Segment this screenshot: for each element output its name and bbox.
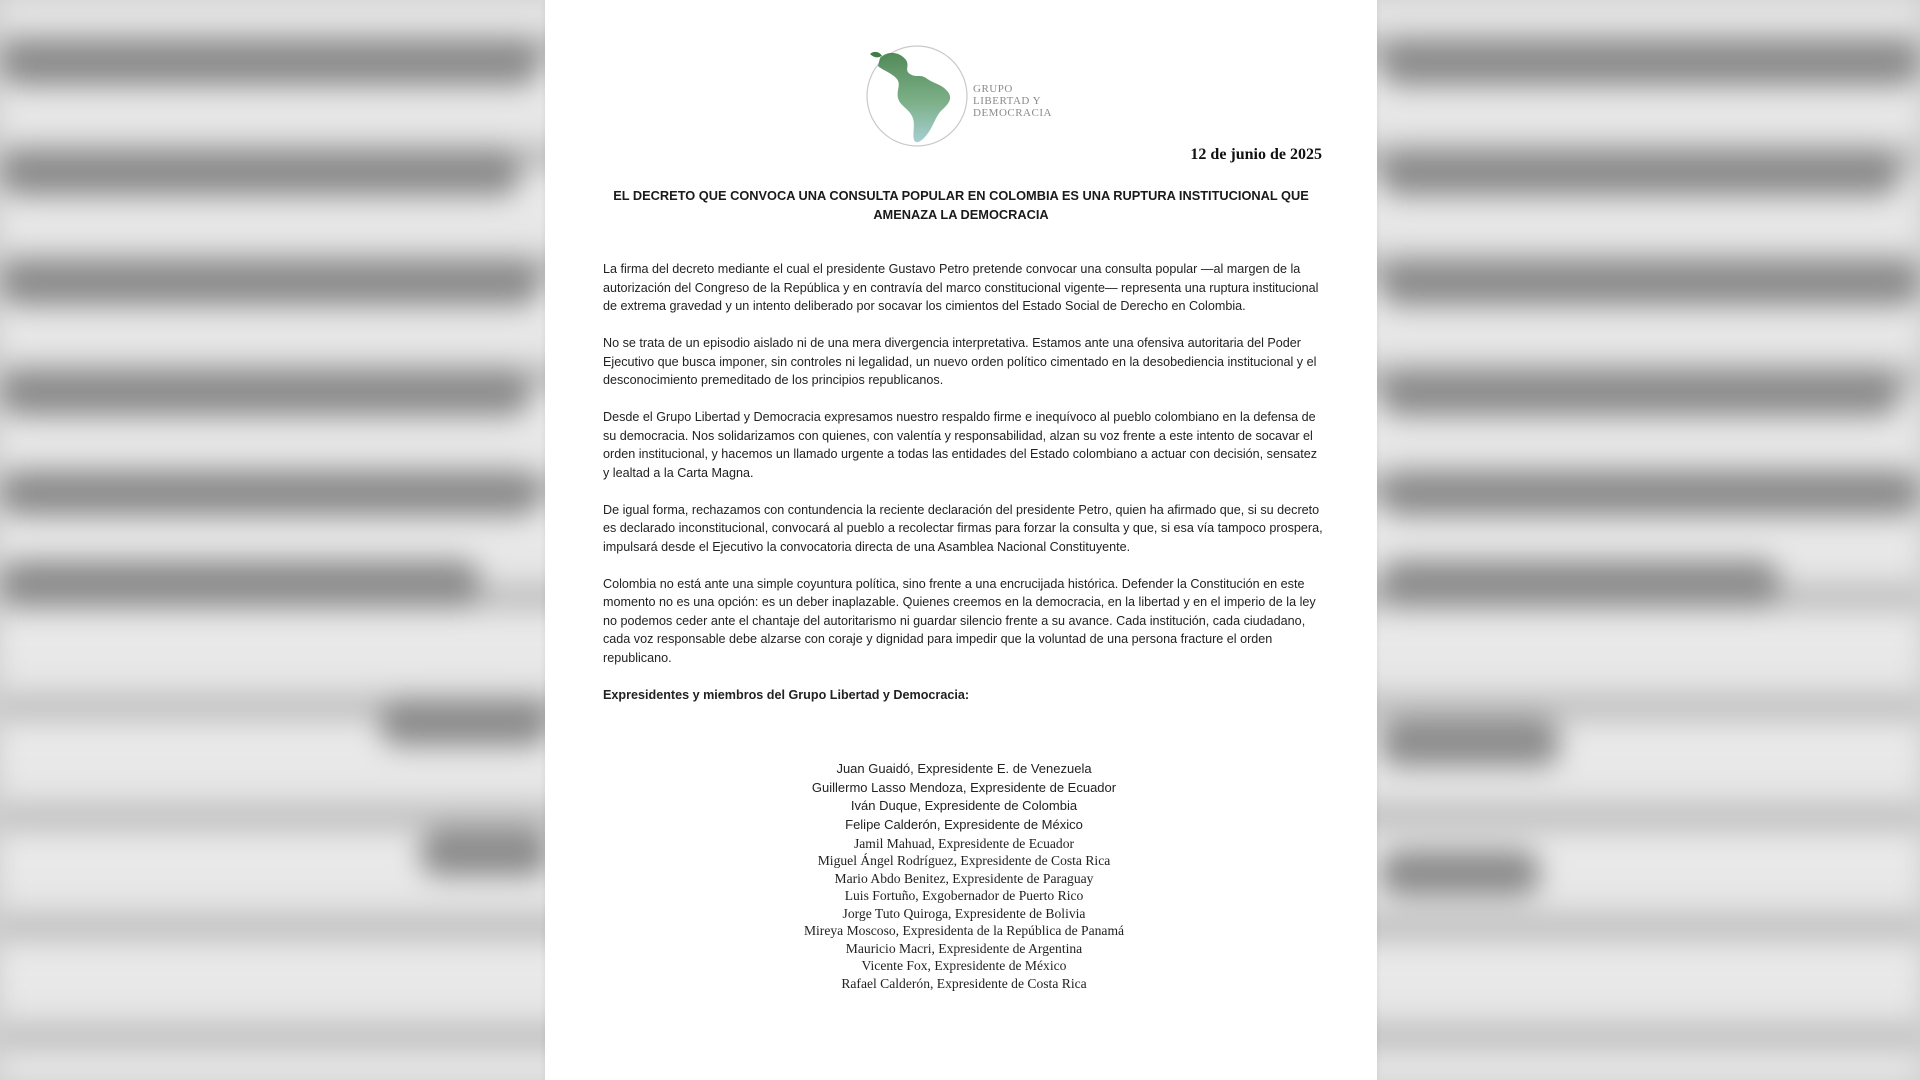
logo-text-line1: GRUPO <box>973 83 1013 95</box>
signatory: Jamil Mahuad, Expresidente de Ecuador <box>853 835 1075 851</box>
signatory: Luis Fortuño, Exgobernador de Puerto Rico <box>844 888 1084 904</box>
signatory: Iván Duque, Expresidente de Colombia <box>850 798 1078 814</box>
body-paragraph: La firma del decreto mediante el cual el presidente Gustavo Petro pretende convocar una consulta popular —al margen de la autorización del Congreso de la República y en contravía del marco constitucional vigente— representa una ruptura institucional de extrema gravedad y un intento deliberado por socavar los cimientos del Estado Social de Derecho en Colombia. <box>603 262 1319 313</box>
document-page <box>545 0 1377 1080</box>
signatory: Mireya Moscoso, Expresidenta de la República de Panamá <box>803 923 1125 939</box>
body-paragraph: Desde el Grupo Libertad y Democracia expresamos nuestro respaldo firme e inequívoco al pueblo colombiano en la defensa de su democracia. Nos solidarizamos con quienes, con valentía y responsabilidad, alzan su voz frente a este intento de socavar el orden institucional, y hacemos un llamado urgente a todas las entidades del Estado colombiano a actuar con decisión, sensatez y lealtad a la Carta Magna. <box>603 410 1318 480</box>
signatory: Vicente Fox, Expresidente de México <box>861 958 1067 974</box>
body-paragraph: Colombia no está ante una simple coyuntura política, sino frente a una encrucijada histórica. Defender la Constitución en este momento no es una opción: es un deber inaplazable. Quienes creemos en la democracia, en la libertad y en el imperio de la ley no podemos ceder ante el chantaje del autoritarismo ni guardar silencio frente a su avance. Cada institución, cada ciudadano, cada voz responsable debe alzarse con coraje y dignidad para impedir que la voluntad de una persona fracture el orden republicano. <box>603 576 1316 665</box>
body-paragraph: De igual forma, rechazamos con contundencia la reciente declaración del presidente Petro, quien ha afirmado que, si su decreto es declarado inconstitucional, convocará al pueblo a recolectar firmas para forzar la consulta y que, si esa vía tampoco prospera, impulsará desde el Ejecutivo la convocatoria directa de una Asamblea Nacional Constituyente. <box>603 502 1323 554</box>
signatory: Mauricio Macri, Expresidente de Argentina <box>845 940 1083 956</box>
headline-line-1: EL DECRETO QUE CONVOCA UNA CONSULTA POPULAR EN COLOMBIA ES UNA RUPTURA INSTITUCIONAL QUE <box>613 188 1309 203</box>
signatory: Mario Abdo Benitez, Expresidente de Paraguay <box>834 870 1094 886</box>
logo-text-line3: DEMOCRACIA <box>973 107 1052 119</box>
signatories-list <box>603 760 1325 992</box>
document-date: 12 de junio de 2025 <box>1190 146 1322 163</box>
document-headline <box>605 186 1317 224</box>
signatory: Felipe Calderón, Expresidente de México <box>845 817 1083 833</box>
signatory: Juan Guaidó, Expresidente E. de Venezuela <box>836 761 1092 776</box>
globe-map-icon <box>860 40 1080 152</box>
signatory: Guillermo Lasso Mendoza, Expresidente de Ecuador <box>811 779 1117 795</box>
document-body <box>603 260 1325 723</box>
logo-text-line2: LIBERTAD Y <box>973 95 1042 107</box>
signatories-heading: Expresidentes y miembros del Grupo Libertad y Democracia: <box>603 687 970 702</box>
signatory: Rafael Calderón, Expresidente de Costa Rica <box>841 975 1087 991</box>
signatory: Miguel Ángel Rodríguez, Expresidente de Costa Rica <box>817 853 1111 869</box>
signatory: Jorge Tuto Quiroga, Expresidente de Bolivia <box>842 905 1086 921</box>
body-paragraph: No se trata de un episodio aislado ni de una mera divergencia interpretativa. Estamos ante una ofensiva autoritaria del Poder Ejecutivo que busca imponer, sin controles ni legalidad, un nuevo orden político cimentado en la desobediencia institucional y el desconocimiento premeditado de los principios republicanos. <box>603 336 1317 387</box>
organization-logo <box>860 40 1080 152</box>
headline-line-2: AMENAZA LA DEMOCRACIA <box>873 207 1049 222</box>
